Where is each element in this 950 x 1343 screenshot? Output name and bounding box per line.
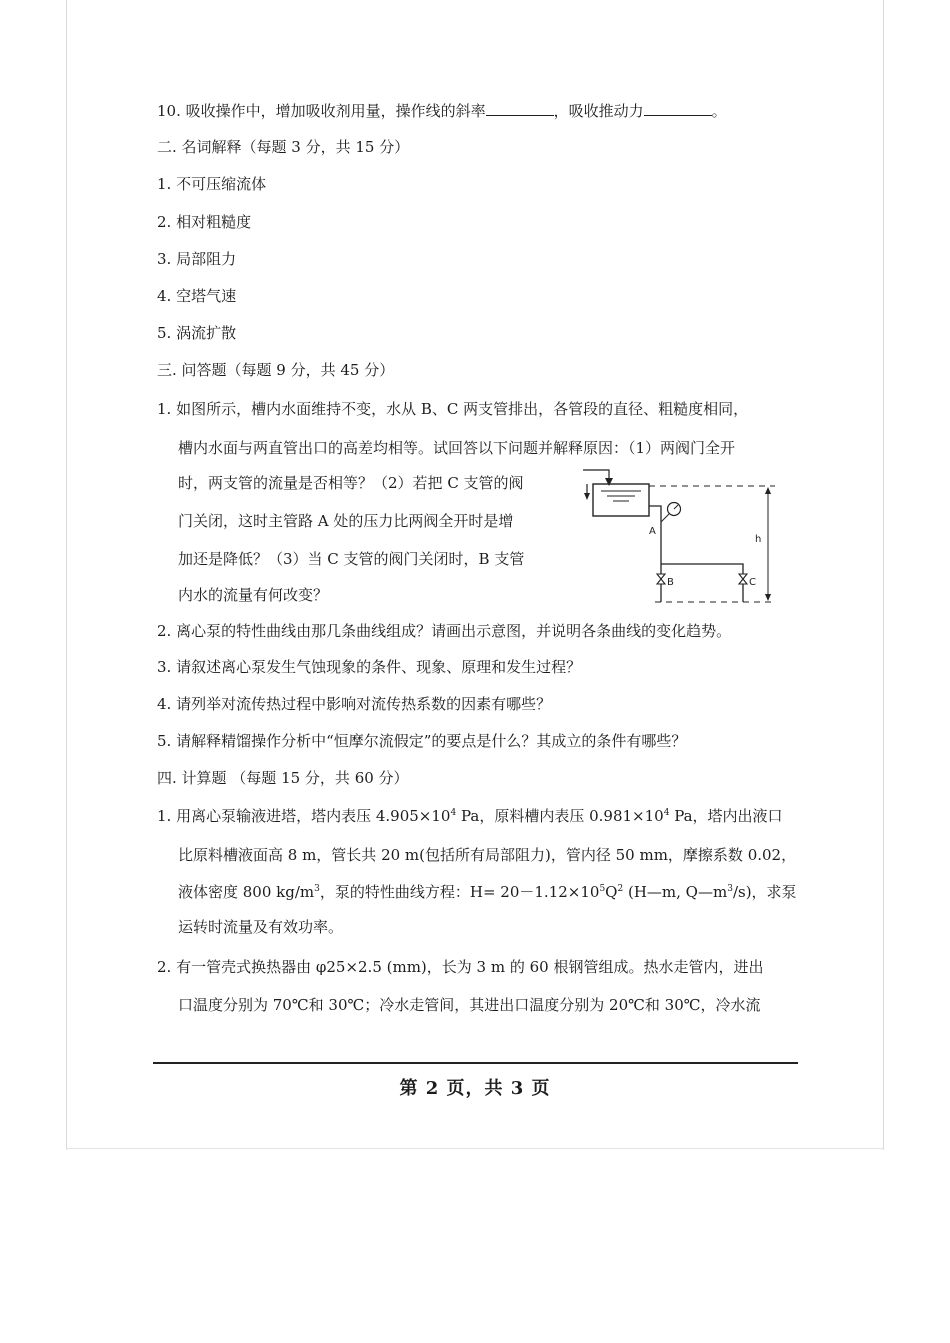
branch-pipe xyxy=(661,564,743,574)
question-10 xyxy=(157,100,727,122)
section-3-title: 三. 问答题（每题 9 分，共 45 分） xyxy=(157,361,395,379)
term-item: 5. 涡流扩散 xyxy=(157,324,237,342)
text-span: 液体密度 800 kg/m xyxy=(178,883,315,901)
gauge-stem xyxy=(661,514,669,522)
answer-blank-driving-force xyxy=(644,101,712,116)
term-item: 1. 不可压缩流体 xyxy=(157,175,267,193)
gauge-needle xyxy=(674,505,678,509)
question-3-1-line: 内水的流量有何改变？ xyxy=(178,586,329,604)
overflow-arrow-icon xyxy=(584,493,590,500)
question-4-1-line: 比原料槽液面高 8 m，管长共 20 m(包括所有局部阻力)，管内径 50 mm，摩擦系数 0.02， xyxy=(178,846,797,864)
question-4-2-line: 2. 有一管壳式换热器由 φ25×2.5 (mm)，长为 3 m 的 60 根钢管组成。热水走管内，进出 xyxy=(157,958,764,976)
label-c: C xyxy=(749,577,756,588)
label-h: h xyxy=(755,534,762,545)
question-3-4: 4. 请列举对流传热过程中影响对流传热系数的因素有哪些？ xyxy=(157,695,552,713)
text-span: ，泵的特性曲线方程：H= 20－1.12×10 xyxy=(319,883,600,901)
inlet-pipe xyxy=(583,470,609,484)
scan-edge-left xyxy=(66,0,67,1150)
superscript: 2 xyxy=(617,884,624,894)
superscript: 4 xyxy=(663,808,670,818)
question-4-1-line xyxy=(157,805,783,827)
valve-b-icon xyxy=(657,574,665,584)
height-arrow-down-icon xyxy=(765,594,771,601)
text-span: (H—m, Q—m xyxy=(623,883,728,901)
scan-edge-bottom xyxy=(66,1148,884,1149)
text-span: Q xyxy=(605,883,618,901)
text-span: Pa，塔内出液口 xyxy=(669,807,783,825)
tank xyxy=(593,484,649,516)
term-item: 3. 局部阻力 xyxy=(157,250,237,268)
question-3-1-line: 1. 如图所示，槽内水面维持不变，水从 B、C 两支管排出，各管段的直径、粗糙度相同， xyxy=(157,400,749,418)
superscript: 3 xyxy=(314,884,320,894)
question-10-end: 。 xyxy=(711,102,727,120)
text-span: 1. 用离心泵输液进塔，塔内表压 4.905×10 xyxy=(157,807,451,825)
question-3-1-line: 槽内水面与两直管出口的高差均相等。试回答以下问题并解释原因：（1）两阀门全开 xyxy=(178,439,736,457)
question-4-2-line: 口温度分别为 70℃和 30℃；冷水走管间，其进出口温度分别为 20℃和 30℃，冷水流 xyxy=(178,996,761,1014)
height-arrow-up-icon xyxy=(765,487,771,494)
answer-blank-slope xyxy=(486,101,554,116)
question-3-1-line: 门关闭，这时主管路 A 处的压力比两阀全开时是增 xyxy=(178,512,514,530)
footer-rule xyxy=(153,1062,798,1064)
question-3-1-line: 加还是降低？（3）当 C 支管的阀门关闭时，B 支管 xyxy=(178,550,525,568)
question-3-1-line: 时，两支管的流量是否相等？（2）若把 C 支管的阀 xyxy=(178,474,524,492)
superscript: 5 xyxy=(599,884,606,894)
term-item: 4. 空塔气速 xyxy=(157,287,237,305)
question-10-middle: ，吸收推动力 xyxy=(553,102,644,120)
label-a: A xyxy=(649,526,656,537)
question-3-5: 5. 请解释精馏操作分析中“恒摩尔流假定”的要点是什么？其成立的条件有哪些？ xyxy=(157,732,687,750)
valve-c-icon xyxy=(739,574,747,584)
tank-pipe-diagram xyxy=(575,462,790,612)
superscript: 4 xyxy=(450,808,457,818)
section-2-title: 二. 名词解释（每题 3 分，共 15 分） xyxy=(157,138,410,156)
label-b: B xyxy=(667,577,674,588)
superscript: 3 xyxy=(727,884,733,894)
section-4-title: 四. 计算题 （每题 15 分，共 60 分） xyxy=(157,769,409,787)
text-span: Pa，原料槽内表压 0.981×10 xyxy=(456,807,664,825)
term-item: 2. 相对粗糙度 xyxy=(157,213,252,231)
text-span: /s)，求泵 xyxy=(732,883,797,901)
question-10-prefix: 10. 吸收操作中，增加吸收剂用量，操作线的斜率 xyxy=(157,102,486,120)
page-number: 第 2 页，共 3 页 xyxy=(399,1078,551,1099)
question-4-1-line xyxy=(178,881,797,903)
inlet-arrow-icon xyxy=(605,478,613,486)
question-4-1-line: 运转时流量及有效功率。 xyxy=(178,918,344,936)
question-3-2: 2. 离心泵的特性曲线由那几条曲线组成？请画出示意图，并说明各条曲线的变化趋势。 xyxy=(157,622,732,640)
question-3-3: 3. 请叙述离心泵发生气蚀现象的条件、现象、原理和发生过程？ xyxy=(157,658,582,676)
scan-edge-right xyxy=(883,0,884,1150)
